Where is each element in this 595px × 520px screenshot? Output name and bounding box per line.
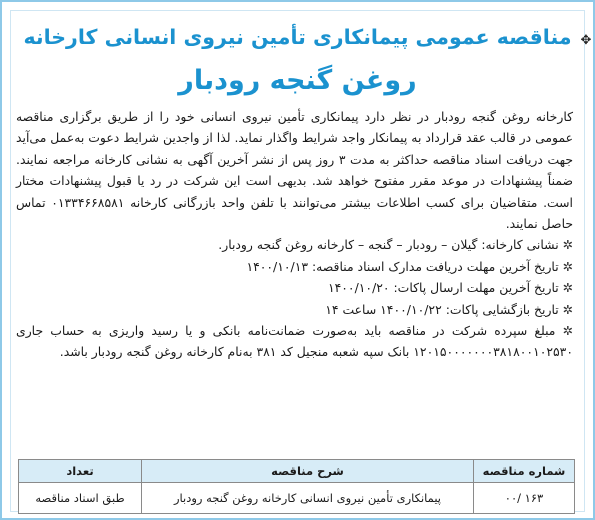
notice-paragraph: کارخانه روغن گنجه رودبار در نظر دارد پیمانکاری تأمین نیروی انسانی خود را از طریق برگزاری مناقصه عمومی در قالب عقد قرارداد به پیمانکار واجد شرایط واگذار نماید. لذا از واجدین شرایط دعوت به‌عمل می‌آید جهت دریافت اسناد مناقصه حداکثر به مدت ۳ روز پس از نشر آخرین آگهی به نشانی کارخانه مراجعه نمایند. ضمناً پیشنهادات در موعد مقرر مفتوح خواهد شد. بدیهی است این شرکت در رد یا قبول پیشنهادات مختار است. متقاضیان برای کسب اطلاعات بیشتر می‌توانند با تلفن واحد بازرگانی کارخانه ۰۱۳۳۴۶۶۸۵۸۱ تماس حاصل نمایند. bbox=[16, 109, 574, 232]
cell-description: پیمانکاری تأمین نیروی انسانی کارخانه روغن گنجه رودبار bbox=[142, 483, 474, 514]
detail-address bbox=[16, 234, 573, 255]
detail-guarantee bbox=[16, 320, 573, 363]
cell-number: ۱۶۳ /۰۰ bbox=[474, 483, 575, 514]
header-count: تعداد bbox=[19, 460, 142, 483]
bullet-star-icon: ✲ bbox=[558, 301, 573, 317]
detail-doc-deadline bbox=[16, 256, 573, 277]
notice-body bbox=[16, 106, 573, 363]
address-text: نشانی کارخانه: گیلان – رودبار – گنجه – کارخانه روغن گنجه رودبار. bbox=[218, 237, 559, 253]
submit-deadline-text: تاریخ آخرین مهلت ارسال پاکات: ۱۴۰۰/۱۰/۲۰ bbox=[327, 280, 559, 296]
bullet-star-icon: ✲ bbox=[558, 237, 573, 253]
bullet-star-icon: ✲ bbox=[555, 323, 573, 339]
doc-deadline-text: تاریخ آخرین مهلت دریافت مدارک اسناد مناقصه: ۱۴۰۰/۱۰/۱۳ bbox=[246, 258, 559, 274]
opening-text: تاریخ بازگشایی پاکات: ۱۴۰۰/۱۰/۲۲ ساعت ۱۴ bbox=[325, 301, 559, 317]
notice-details bbox=[16, 234, 573, 362]
table-row bbox=[19, 483, 575, 514]
cell-count: طبق اسناد مناقصه bbox=[19, 483, 142, 514]
header-description: شرح مناقصه bbox=[142, 460, 474, 483]
detail-submit-deadline bbox=[16, 277, 573, 298]
table-header-row bbox=[19, 460, 575, 483]
move-icon[interactable]: ✥ bbox=[580, 33, 592, 48]
header-number: شماره مناقصه bbox=[474, 460, 575, 483]
bullet-star-icon: ✲ bbox=[558, 258, 573, 274]
tender-table bbox=[18, 459, 575, 514]
notice-title-line2: روغن گنجه رودبار bbox=[178, 65, 417, 96]
bullet-star-icon: ✲ bbox=[558, 280, 573, 296]
detail-opening bbox=[16, 299, 573, 320]
notice-title-line1: مناقصه عمومی پیمانکاری تأمین نیروی انسانی کارخانه bbox=[23, 25, 572, 49]
guarantee-text: مبلغ سپرده شرکت در مناقصه باید به‌صورت ضمانت‌نامه بانکی و یا رسید واریزی به حساب جاری ۱۲۰۱۵۰۰۰۰۰۰۰۳۸۱۸۰۰۱۰۲۵۳۰ بانک سپه شعبه منجیل کد ۳۸۱ به‌نام کارخانه روغن گنجه رودبار باشد. bbox=[16, 323, 573, 360]
